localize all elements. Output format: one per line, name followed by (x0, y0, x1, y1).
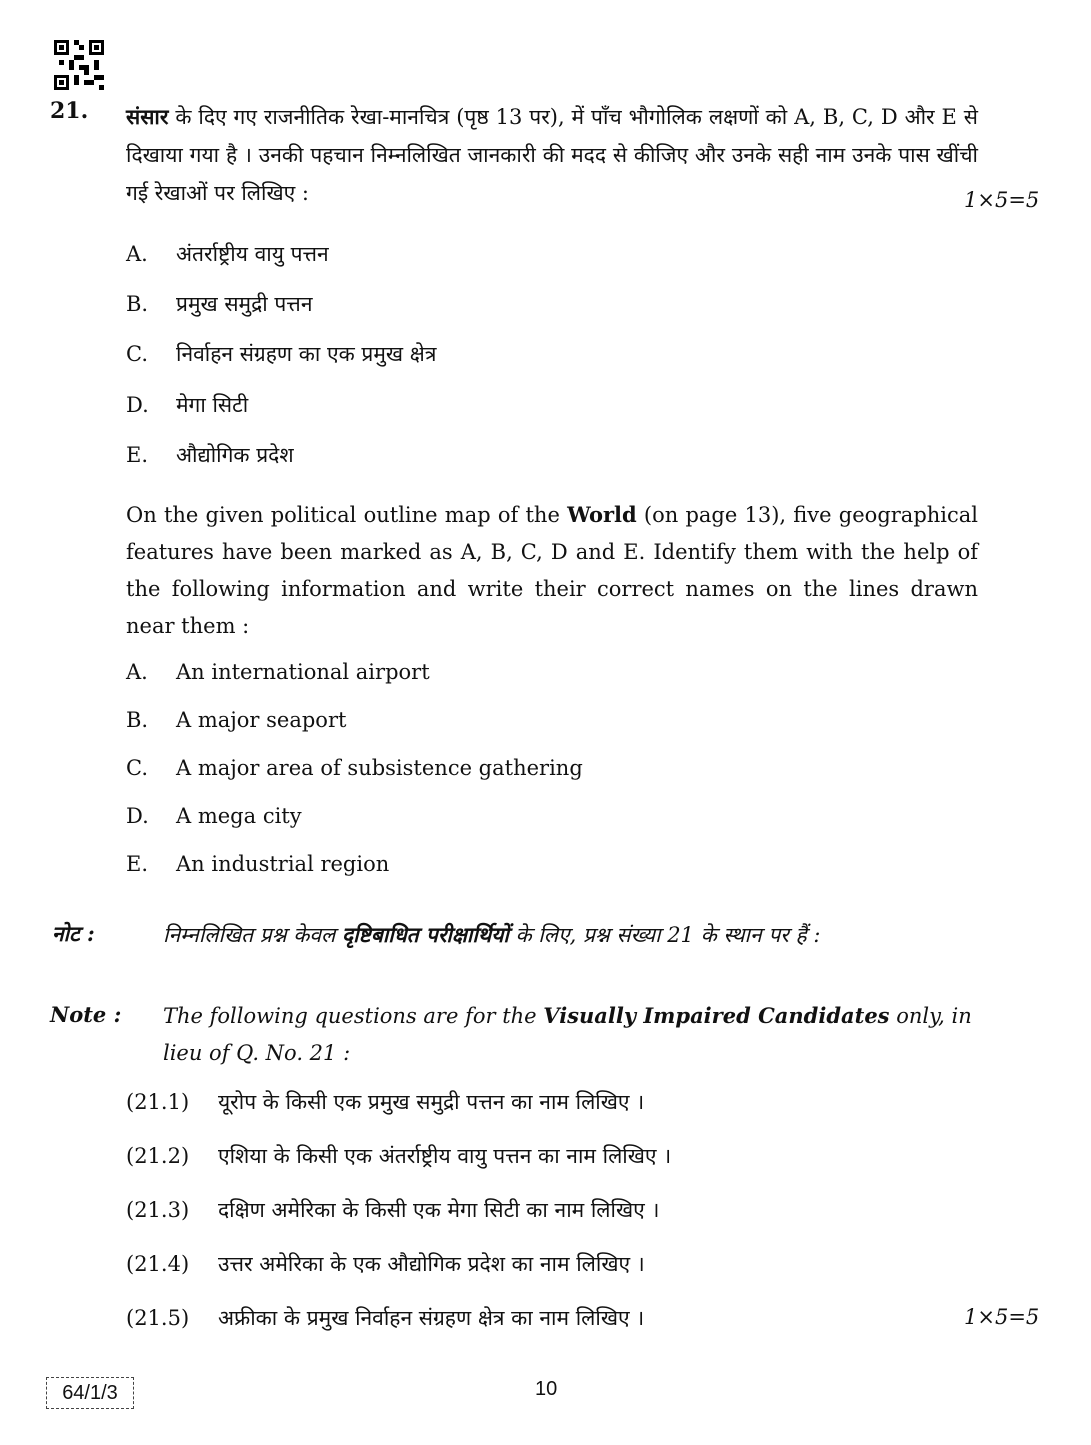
question-text-english: On the given political outline map of the World (on page 13), five geographical features have been marked as A, B, C, D and E. Identify them with the help of the following information and write their correct names on the lines drawn near them : (126, 502, 979, 638)
question-hindi-bold: संसार (126, 104, 169, 129)
qr-code (54, 40, 104, 90)
question-hindi-body: के दिए गए राजनीतिक रेखा-मानचित्र (पृष्ठ 13 पर), में पाँच भौगोलिक लक्षणों को A, B, C, D और E से दिखाया गया है । उनकी पहचान निम्नलिखित जानकारी की मदद से कीजिए और उनके सही नाम उनके पास खींची गई रेखाओं पर लिखिए : (126, 105, 978, 205)
option-en-b: B. A major seaport (126, 708, 347, 732)
sub-question-5: (21.5) अफ्रीका के प्रमुख निर्वाहन संग्रहण क्षेत्र का नाम लिखिए । (126, 1306, 645, 1330)
option-en-d: D. A mega city (126, 804, 302, 828)
note-hindi-label: नोट : (52, 921, 95, 946)
option-hi-e: E. औद्योगिक प्रदेश (126, 443, 294, 467)
sub-question-3: (21.3) दक्षिण अमेरिका के किसी एक मेगा सिटी का नाम लिखिए । (126, 1198, 660, 1222)
sub-question-4: (21.4) उत्तर अमेरिका के एक औद्योगिक प्रदेश का नाम लिखिए । (126, 1252, 645, 1276)
sub-marks: 1×5=5 (964, 1305, 1040, 1329)
option-en-c: C. A major area of subsistence gathering (126, 756, 583, 780)
option-en-e: E. An industrial region (126, 852, 390, 876)
note-english-text: The following questions are for the Visually Impaired Candidates only, in lieu of Q. No. 21 : (163, 1003, 972, 1065)
option-en-a: A. An international airport (126, 660, 430, 684)
paper-code: 64/1/3 (46, 1377, 134, 1409)
sub-question-2: (21.2) एशिया के किसी एक अंतर्राष्ट्रीय वायु पत्तन का नाम लिखिए । (126, 1144, 672, 1168)
marks: 1×5=5 (964, 188, 1040, 212)
sub-question-1: (21.1) यूरोप के किसी एक प्रमुख समुद्री पत्तन का नाम लिखिए । (126, 1090, 645, 1114)
question-text-hindi (126, 98, 978, 212)
note-hindi-text: निम्नलिखित प्रश्न केवल दृष्टिबाधित परीक्षार्थियों के लिए, प्रश्न संख्या 21 के स्थान पर हैं : (163, 922, 821, 947)
note-english-label: Note : (50, 1002, 122, 1027)
option-hi-c: C. निर्वाहन संग्रहण का एक प्रमुख क्षेत्र (126, 342, 437, 366)
page-number: 10 (535, 1378, 558, 1400)
option-hi-a: A. अंतर्राष्ट्रीय वायु पत्तन (126, 242, 329, 266)
option-hi-d: D. मेगा सिटी (126, 393, 249, 417)
option-hi-b: B. प्रमुख समुद्री पत्तन (126, 292, 313, 316)
question-number: 21. (50, 98, 89, 124)
